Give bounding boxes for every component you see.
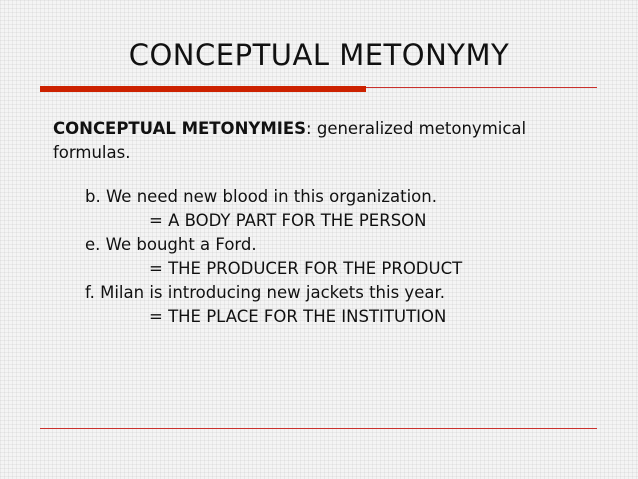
intro-definition: : generalized metonymical formulas. xyxy=(53,119,527,162)
slide-title: CONCEPTUAL METONYMY xyxy=(128,38,510,72)
example-sentence: b. We need new blood in this organization. xyxy=(85,187,437,206)
intro-term: CONCEPTUAL METONYMIES xyxy=(53,119,307,138)
example-sentence: e. We bought a Ford. xyxy=(85,235,257,254)
title-underline-accent xyxy=(40,86,366,92)
examples-list xyxy=(53,185,593,329)
example-formula: = THE PRODUCER FOR THE PRODUCT xyxy=(149,259,463,278)
example-formula: = THE PLACE FOR THE INSTITUTION xyxy=(149,307,447,326)
example-sentence: f. Milan is introducing new jackets this year. xyxy=(85,283,445,302)
slide-body xyxy=(53,117,593,329)
footer-rule xyxy=(40,428,597,429)
intro-paragraph xyxy=(53,117,593,165)
example-formula: = A BODY PART FOR THE PERSON xyxy=(149,211,427,230)
